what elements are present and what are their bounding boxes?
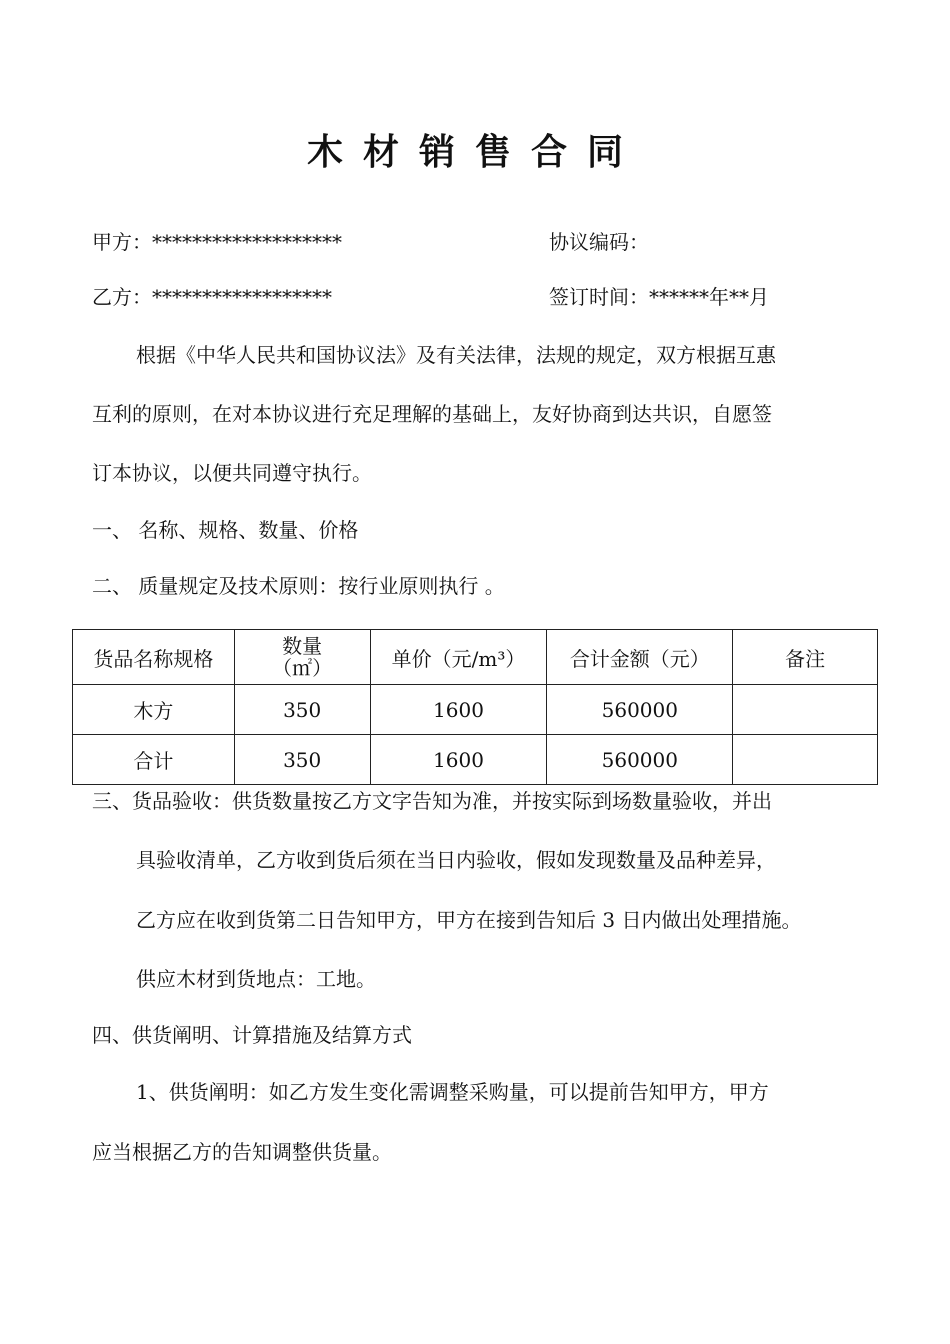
table-row — [73, 685, 878, 735]
party-a: 甲方：******************* — [92, 230, 342, 254]
table-cell: 1600 — [370, 685, 547, 735]
table-cell: 合计 — [73, 735, 235, 785]
section-heading: 四、供货阐明、计算措施及结算方式 — [92, 1023, 412, 1047]
table-cell: 木方 — [73, 685, 235, 735]
intro-line: 互利的原则，在对本协议进行充足理解的基础上，友好协商到达共识，自愿签 — [92, 402, 772, 426]
table-cell — [733, 735, 878, 785]
table-cell: 1600 — [370, 735, 547, 785]
quantity-header: 数量 — [282, 634, 323, 658]
table-header-cell: 备注 — [733, 630, 878, 685]
table-cell: 350 — [234, 685, 370, 735]
table-row — [73, 735, 878, 785]
sign-date: 签订时间：******年**月 — [549, 285, 769, 309]
section4-line: 应当根据乙方的告知调整供货量。 — [92, 1140, 392, 1164]
section3-line: 供应木材到货地点：工地。 — [136, 967, 376, 991]
section3-line: 三、货品验收：供货数量按乙方文字告知为准，并按实际到场数量验收，并出 — [92, 789, 772, 813]
table-cell: 350 — [234, 735, 370, 785]
table-cell: 560000 — [547, 685, 733, 735]
section-heading: 一、 名称、规格、数量、价格 — [92, 518, 359, 542]
agreement-code: 协议编码： — [549, 230, 649, 254]
table-header-cell — [234, 630, 370, 685]
table-header-row — [73, 630, 878, 685]
intro-line: 根据《中华人民共和国协议法》及有关法律，法规的规定，双方根据互惠 — [136, 343, 776, 367]
section4-line: 1、供货阐明：如乙方发生变化需调整采购量，可以提前告知甲方，甲方 — [136, 1080, 769, 1104]
quantity-unit: （㎡） — [272, 656, 333, 680]
goods-table — [72, 629, 878, 785]
section3-line: 乙方应在收到货第二日告知甲方，甲方在接到告知后 3 日内做出处理措施。 — [136, 908, 802, 932]
party-b: 乙方：****************** — [92, 285, 332, 309]
table-header-cell: 单价（元/m³） — [370, 630, 547, 685]
intro-line: 订本协议，以便共同遵守执行。 — [92, 461, 372, 485]
table-header-cell: 合计金额（元） — [547, 630, 733, 685]
section3-line: 具验收清单，乙方收到货后须在当日内验收，假如发现数量及品种差异， — [136, 848, 776, 872]
table-cell — [733, 685, 878, 735]
table-cell: 560000 — [547, 735, 733, 785]
contract-title: 木材销售合同 — [306, 132, 643, 173]
table-header-cell: 货品名称规格 — [73, 630, 235, 685]
section-heading: 二、 质量规定及技术原则：按行业原则执行 。 — [92, 574, 505, 598]
